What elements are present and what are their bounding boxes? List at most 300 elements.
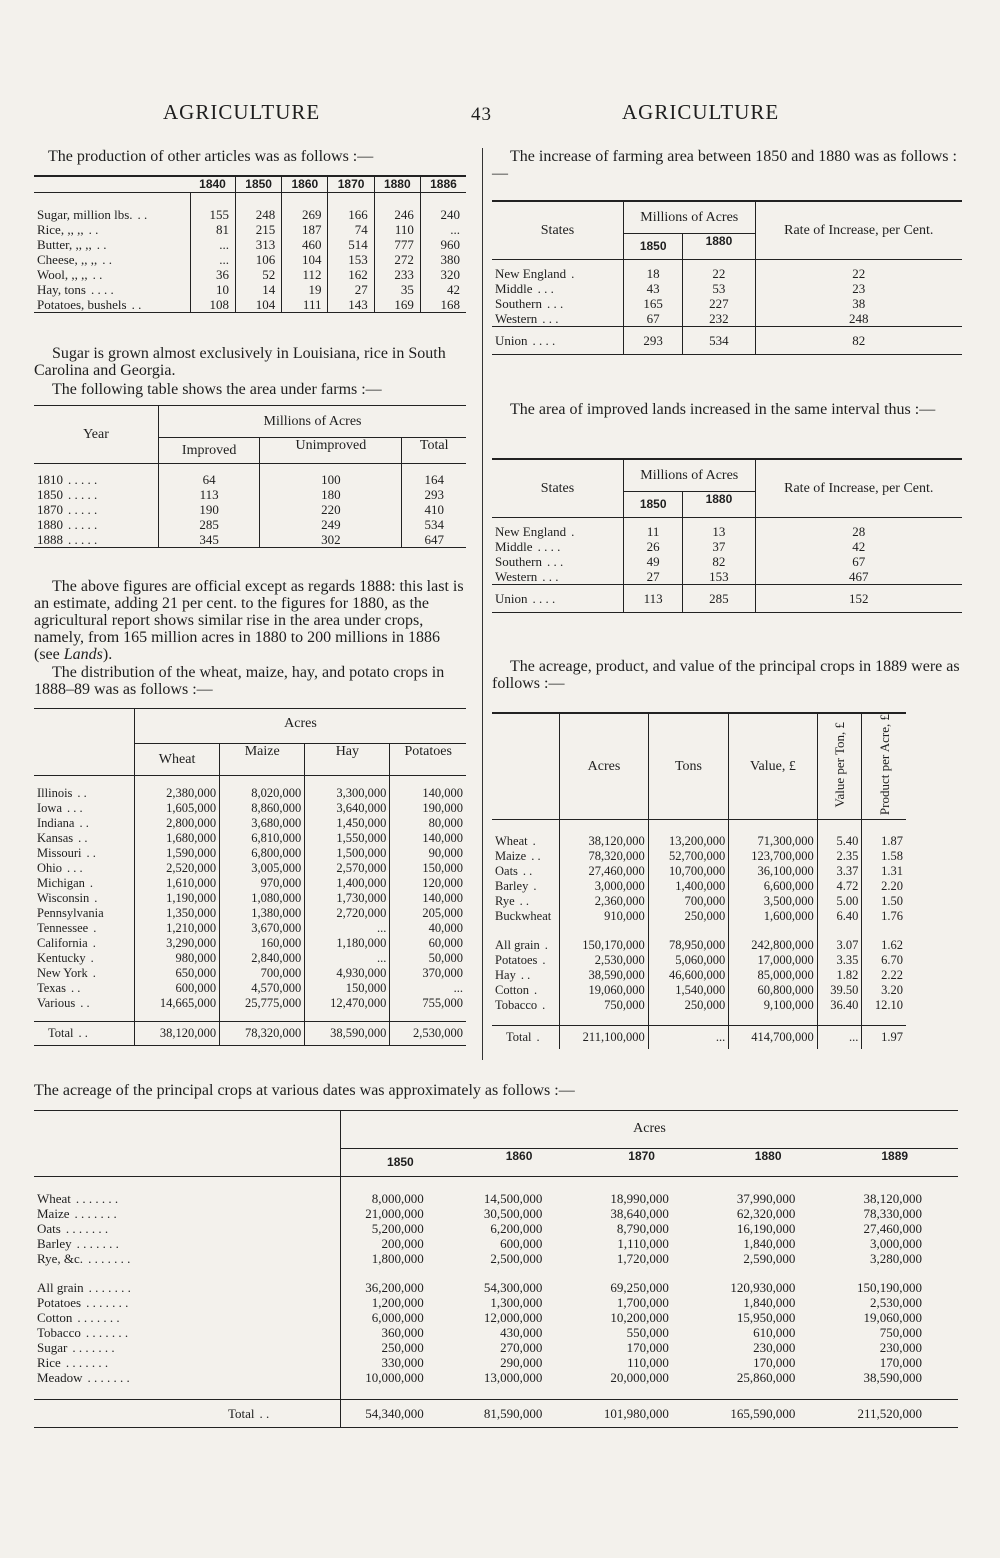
row-label (34, 517, 159, 532)
row-value: 2,590,000 (743, 1251, 796, 1266)
acres-group-header: Acres (341, 1111, 959, 1149)
leader-dots: . . . . . . . (85, 1325, 129, 1340)
spacer-row (492, 924, 906, 938)
crop-col-header: Value, £ (729, 713, 817, 820)
rate-col-header: Rate of Increase, per Cent. (755, 459, 962, 518)
row-value: 1,380,000 (220, 906, 305, 921)
table-row (34, 1206, 958, 1221)
table-row (492, 849, 906, 864)
row-label-text: Tobacco (37, 1325, 81, 1340)
row-value: 1,605,000 (135, 801, 220, 816)
row-value: 21,000,000 (341, 1206, 460, 1221)
row-value: 16,190,000 (736, 1221, 796, 1236)
row-value: 81 (190, 222, 236, 237)
row-value: 8,790,000 (616, 1221, 669, 1236)
leader-dots: . . . . . (68, 502, 98, 517)
row-label-text: Tennessee (37, 921, 89, 935)
row-value: ... (390, 981, 466, 996)
row-value: 2,360,000 (560, 894, 648, 909)
spacer-cell (831, 1266, 958, 1280)
leader-dots: . . . . . . . (65, 1355, 109, 1370)
total-value: 534 (683, 327, 755, 355)
row-value: 23 (755, 281, 962, 296)
row-value: 25,860,000 (736, 1370, 796, 1385)
sugar-note: Sugar is grown almost exclusively in Louisiana, rice in South Carolina and Georgia. (34, 345, 446, 379)
row-value: 1.31 (862, 864, 906, 879)
row-label-text: Western (495, 569, 538, 584)
table-row (492, 296, 962, 311)
table-row (34, 282, 466, 297)
table-row (34, 921, 466, 936)
row-label-text: Maize (37, 1206, 70, 1221)
table-crops-1889 (492, 712, 906, 1049)
page-number: 43 (471, 104, 492, 125)
row-label-text: Maize (495, 849, 527, 864)
crop-col-header: Tons (648, 713, 729, 820)
row-value: 2,800,000 (135, 816, 220, 831)
row-label-text: Buckwheat (495, 909, 552, 924)
row-value: 108 (190, 297, 236, 313)
row-value: 42 (420, 282, 466, 297)
row-value: 6.70 (862, 953, 906, 968)
row-value: 269 (282, 193, 328, 223)
row-value: 14,665,000 (135, 996, 220, 1011)
row-value: 246 (374, 193, 420, 223)
row-value: 19 (282, 282, 328, 297)
row-value: 37,990,000 (736, 1191, 796, 1206)
table-row (492, 968, 906, 983)
row-label (492, 983, 560, 998)
leader-dots: . . (79, 816, 89, 830)
leader-dots: . . . . (532, 591, 556, 606)
row-value: 140,000 (390, 831, 466, 846)
table-row (34, 1325, 958, 1340)
spacer-cell (862, 924, 906, 938)
row-value: 5.40 (817, 820, 862, 850)
row-label (492, 820, 560, 850)
row-value: 3.37 (817, 864, 862, 879)
row-value: 11 (624, 518, 683, 540)
row-value: 248 (236, 193, 282, 223)
row-value: 3,640,000 (305, 801, 390, 816)
spacer-cell (817, 924, 862, 938)
leader-dots: . . . . (532, 333, 556, 348)
table-row (492, 569, 962, 585)
row-value: 3,005,000 (220, 861, 305, 876)
spacer-cell (560, 1013, 648, 1026)
row-value: 36,100,000 (729, 864, 817, 879)
row-label (34, 776, 135, 802)
table-farming-increase (492, 200, 962, 355)
crop-col-header: Hay (305, 744, 390, 776)
col-header: Unimproved (260, 438, 402, 464)
row-value: 39.50 (817, 983, 862, 998)
figures-italic: Lands (63, 646, 103, 663)
row-value: 293 (402, 487, 466, 502)
table-crops-dates (34, 1110, 958, 1428)
row-value: 290,000 (500, 1355, 543, 1370)
table-row (34, 1295, 958, 1310)
distribution-paragraph: The distribution of the wheat, maize, hay, and potato crops in 1888–89 was as follows :— (34, 664, 445, 698)
row-value: 3,000,000 (870, 1236, 922, 1251)
row-label (34, 1295, 341, 1310)
row-value: 1.58 (862, 849, 906, 864)
row-value: 1,550,000 (305, 831, 390, 846)
row-value: 80,000 (390, 816, 466, 831)
row-value: 534 (402, 517, 466, 532)
row-label (34, 921, 135, 936)
row-value: 190 (159, 502, 260, 517)
leader-dots: . (89, 876, 94, 890)
row-value: 8,000,000 (341, 1177, 460, 1207)
row-label (34, 1325, 341, 1340)
crop-col-header: Wheat (135, 744, 220, 776)
row-value: 430,000 (500, 1325, 543, 1340)
area-intro: The following table shows the area under farms :— (52, 381, 382, 398)
vertical-col-header (817, 713, 862, 820)
row-value: 27 (328, 282, 374, 297)
row-label (34, 487, 159, 502)
table-row (34, 464, 466, 488)
leader-dots: . . . . (537, 539, 561, 554)
row-value: 240 (420, 193, 466, 223)
row-value: 1,190,000 (135, 891, 220, 906)
leader-dots: . . . . . . . (86, 1295, 129, 1310)
table-row (34, 222, 466, 237)
table-row (492, 864, 906, 879)
row-value: 26 (624, 539, 683, 554)
row-value: 380 (420, 252, 466, 267)
leader-dots: . . (259, 1406, 270, 1421)
table-row (34, 861, 466, 876)
total-label (492, 1026, 560, 1050)
row-value: 1.87 (862, 820, 906, 850)
row-value: 777 (374, 237, 420, 252)
row-value: 2,530,000 (560, 953, 648, 968)
leader-dots: . . (86, 846, 96, 860)
leader-dots: . . . . . . . (65, 1221, 109, 1236)
row-value: 10,000,000 (341, 1370, 460, 1385)
table-row (34, 966, 466, 981)
year-col-header: 1889 (831, 1149, 958, 1177)
row-value: 120,000 (390, 876, 466, 891)
row-value: 19,060,000 (560, 983, 648, 998)
value-per-ton-label: Value per Ton, £ (832, 721, 848, 808)
table-row (492, 311, 962, 327)
row-value: 13 (683, 518, 755, 540)
row-label-text: Rye, &c. (37, 1251, 84, 1266)
table-row (34, 1355, 958, 1370)
leader-dots: . (533, 879, 537, 894)
row-value: 69,250,000 (610, 1280, 669, 1295)
leader-dots: . . . (546, 296, 564, 311)
leader-dots: . . . (537, 281, 554, 296)
row-value: 1.50 (862, 894, 906, 909)
row-value: 43 (624, 281, 683, 296)
row-label (34, 996, 135, 1011)
spacer-row (34, 1266, 958, 1280)
year-header: 1886 (420, 176, 466, 193)
table-row (34, 936, 466, 951)
row-value: 1,730,000 (305, 891, 390, 906)
row-value: 170,000 (626, 1340, 669, 1355)
row-label-text: Cotton (37, 1310, 73, 1325)
row-value: 52 (236, 267, 282, 282)
row-value: 190,000 (390, 801, 466, 816)
row-label-text: Middle (495, 281, 533, 296)
table-row (34, 846, 466, 861)
crop-col-header: Acres (560, 713, 648, 820)
row-value: 5,200,000 (341, 1221, 460, 1236)
row-label (34, 282, 190, 297)
table-row (34, 1177, 958, 1207)
row-label (492, 879, 560, 894)
row-value: 242,800,000 (729, 938, 817, 953)
row-value: 2.22 (862, 968, 906, 983)
total-label (34, 1400, 341, 1428)
total-value: 101,980,000 (603, 1406, 669, 1421)
year-header: 1880 (374, 176, 420, 193)
table-row (492, 998, 906, 1013)
row-value: 3,000,000 (560, 879, 648, 894)
table-distribution (34, 708, 466, 1046)
row-value: 1,600,000 (729, 909, 817, 924)
row-label-text: Indiana (37, 816, 75, 830)
spacer-cell (862, 1013, 906, 1026)
row-value: 60,800,000 (729, 983, 817, 998)
row-label-text: Oats (495, 864, 518, 879)
table-row (492, 820, 906, 850)
row-value: 1.62 (862, 938, 906, 953)
row-label (34, 1370, 341, 1385)
row-value: 20,000,000 (610, 1370, 669, 1385)
row-label-text: Hay, tons (37, 282, 86, 297)
leader-dots: . . (80, 996, 90, 1010)
row-value: 13,200,000 (648, 820, 729, 850)
row-value: 38 (755, 296, 962, 311)
total-row (34, 1400, 958, 1428)
row-value: 25,775,000 (220, 996, 305, 1011)
row-value: 6.40 (817, 909, 862, 924)
spacer-cell (492, 924, 560, 938)
spacer-cell (729, 924, 817, 938)
row-value: 30,500,000 (483, 1206, 543, 1221)
row-value: 302 (260, 532, 402, 548)
row-label (34, 502, 159, 517)
leader-dots: . (90, 951, 94, 965)
row-value: 460 (282, 237, 328, 252)
row-value: 6,200,000 (490, 1221, 543, 1236)
row-value: 140,000 (390, 891, 466, 906)
row-label-text: 1880 (37, 517, 63, 532)
row-value: 232 (683, 311, 755, 327)
row-value: 10,200,000 (610, 1310, 669, 1325)
row-value: 2,530,000 (870, 1295, 922, 1310)
row-value: 9,100,000 (729, 998, 817, 1013)
table-row (34, 876, 466, 891)
row-value: 37 (683, 539, 755, 554)
total-value: 38,120,000 (135, 1022, 220, 1046)
row-label (34, 222, 190, 237)
row-label-text: Kansas (37, 831, 74, 845)
row-label-text: New England (495, 524, 567, 539)
table-row (34, 891, 466, 906)
acres-group-header: Acres (135, 709, 467, 744)
total-label-text: Union (495, 591, 528, 606)
row-value: 313 (236, 237, 282, 252)
leader-dots: . (542, 998, 546, 1013)
leader-dots: . (536, 1030, 540, 1045)
row-value: 3,680,000 (220, 816, 305, 831)
leader-dots: . . . . . (68, 472, 98, 487)
row-value: 3.35 (817, 953, 862, 968)
leader-dots: . . (77, 786, 87, 800)
row-value: 970,000 (220, 876, 305, 891)
row-value: 600,000 (500, 1236, 543, 1251)
millions-acres-header: Millions of Acres (159, 406, 467, 438)
row-value: 169 (374, 297, 420, 313)
rate-col-header: Rate of Increase, per Cent. (755, 201, 962, 260)
row-value: 187 (282, 222, 328, 237)
row-label-text: Oats (37, 1221, 61, 1236)
leader-dots: . . (519, 894, 530, 909)
row-label-text: Various (37, 996, 76, 1010)
leader-dots: . (94, 891, 98, 905)
row-value: 960 (420, 237, 466, 252)
row-value: 111 (282, 297, 328, 313)
row-value: 215 (236, 222, 282, 237)
row-label-text: All grain (495, 938, 540, 953)
row-label (34, 1177, 341, 1207)
row-value: 6,810,000 (220, 831, 305, 846)
total-row (492, 585, 962, 613)
row-label (34, 891, 135, 906)
millions-acres-header: Millions of Acres (624, 201, 756, 234)
row-value: 360,000 (341, 1325, 460, 1340)
table-row (34, 1370, 958, 1385)
row-value: 18,990,000 (610, 1191, 669, 1206)
row-value: 113 (159, 487, 260, 502)
leader-dots: . . . . . (68, 517, 98, 532)
spacer-cell (341, 1385, 460, 1400)
row-value: 6,800,000 (220, 846, 305, 861)
figures-paragraph (34, 578, 466, 663)
row-value: 50,000 (390, 951, 466, 966)
row-value: 1.76 (862, 909, 906, 924)
row-value: 164 (402, 464, 466, 488)
row-label (34, 876, 135, 891)
improved-paragraph: The area of improved lands increased in the same interval thus :— (510, 401, 936, 418)
row-value: 3,500,000 (729, 894, 817, 909)
row-value: 227 (683, 296, 755, 311)
leader-dots: . (571, 266, 575, 281)
row-label-text: Wool, ,, ,, (37, 267, 88, 282)
leader-dots: . . (78, 831, 88, 845)
row-value: 647 (402, 532, 466, 548)
row-value: 4.72 (817, 879, 862, 894)
spacer-row (492, 1013, 906, 1026)
row-value: 150,170,000 (560, 938, 648, 953)
row-value: 53 (683, 281, 755, 296)
crop-col-header: Potatoes (390, 744, 466, 776)
row-label (34, 1236, 341, 1251)
row-value: 2.20 (862, 879, 906, 894)
table-row (34, 801, 466, 816)
row-value: 36 (190, 267, 236, 282)
table-row (492, 260, 962, 282)
row-value: 170,000 (753, 1355, 796, 1370)
row-value: 38,640,000 (610, 1206, 669, 1221)
running-header-left: AGRICULTURE (163, 100, 321, 124)
row-value: 19,060,000 (863, 1310, 922, 1325)
row-label (34, 464, 159, 488)
spacer-cell (729, 1013, 817, 1026)
table-row (492, 938, 906, 953)
row-value: 5.00 (817, 894, 862, 909)
row-value: 42 (755, 539, 962, 554)
table-row (34, 297, 466, 313)
row-value: 410 (402, 502, 466, 517)
row-value: 38,120,000 (863, 1191, 922, 1206)
year-col-header: 1880 (705, 1149, 832, 1177)
row-value: ... (190, 237, 236, 252)
row-label (34, 1251, 341, 1266)
row-value: 12.10 (862, 998, 906, 1013)
row-label-text: 1850 (37, 487, 63, 502)
row-label-text: Middle (495, 539, 533, 554)
row-label (34, 846, 135, 861)
row-value: 78,320,000 (560, 849, 648, 864)
row-value: 153 (328, 252, 374, 267)
row-label (34, 861, 135, 876)
row-value: ... (305, 951, 390, 966)
table-row (492, 894, 906, 909)
leader-dots: . . . . . . . (74, 1206, 117, 1221)
states-col-header: States (492, 201, 624, 260)
crops-paragraph: The acreage, product, and value of the principal crops in 1889 were as follows :— (492, 658, 960, 692)
row-value: ... (420, 222, 466, 237)
row-value: 5,060,000 (648, 953, 729, 968)
figures-end: ). (102, 646, 113, 663)
row-value: 165 (624, 296, 683, 311)
row-value: 1,610,000 (135, 876, 220, 891)
row-value: 38,120,000 (560, 820, 648, 850)
row-value: 1,500,000 (305, 846, 390, 861)
row-value: 3,300,000 (305, 776, 390, 802)
row-value: 49 (624, 554, 683, 569)
row-value: 52,700,000 (648, 849, 729, 864)
row-value: 650,000 (135, 966, 220, 981)
total-value: 81,590,000 (483, 1406, 543, 1421)
row-value: 1,450,000 (305, 816, 390, 831)
row-value: 36.40 (817, 998, 862, 1013)
row-value: 150,190,000 (857, 1280, 922, 1295)
spacer-cell (578, 1266, 705, 1280)
leader-dots: . (92, 966, 96, 980)
row-value: 71,300,000 (729, 820, 817, 850)
row-value: 27 (624, 569, 683, 585)
table-row (34, 831, 466, 846)
spacer-cell (492, 1013, 560, 1026)
table-row (492, 539, 962, 554)
total-value: 285 (683, 585, 755, 613)
total-label (34, 1022, 135, 1046)
row-value: 205,000 (390, 906, 466, 921)
row-label-text: Pennsylvania (37, 906, 104, 920)
row-label-text: Potatoes (37, 1295, 82, 1310)
row-label (492, 296, 624, 311)
table-row (34, 951, 466, 966)
